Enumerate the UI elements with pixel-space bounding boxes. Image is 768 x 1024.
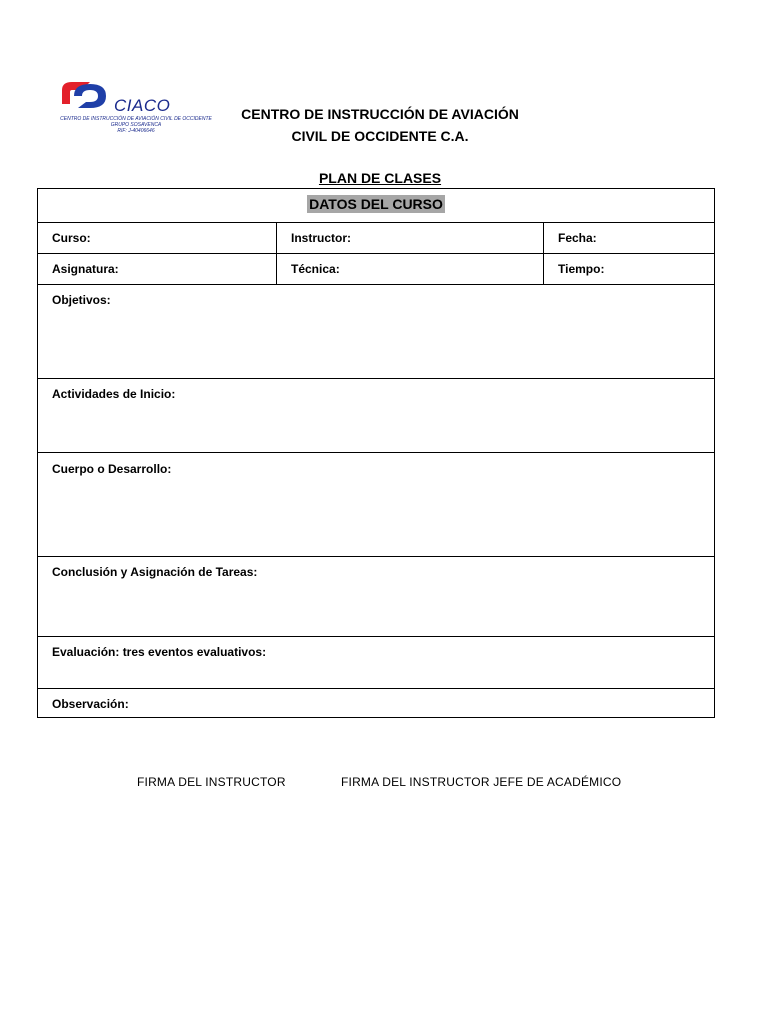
conclusion-label: Conclusión y Asignación de Tareas: — [52, 565, 258, 579]
logo-subtitle-line1: CENTRO DE INSTRUCCIÓN DE AVIACIÓN CIVIL DE OCCIDENTE — [60, 116, 212, 122]
cuerpo-field[interactable] — [38, 453, 714, 557]
instructor-field[interactable] — [276, 223, 544, 253]
evaluacion-label: Evaluación: tres eventos evaluativos: — [52, 645, 267, 659]
form-row-course — [38, 223, 714, 254]
logo-subtitle-line2: GRUPO SOSAVENCA — [110, 122, 162, 128]
fecha-label: Fecha: — [558, 231, 597, 245]
fecha-field[interactable] — [543, 223, 714, 253]
org-name-line2: CIVIL DE OCCIDENTE C.A. — [291, 128, 469, 144]
instructor-label: Instructor: — [291, 231, 351, 245]
section-title: DATOS DEL CURSO — [309, 196, 443, 212]
signature-instructor: FIRMA DEL INSTRUCTOR — [137, 775, 286, 789]
tecnica-label: Técnica: — [291, 262, 340, 276]
evaluacion-field[interactable] — [38, 637, 714, 689]
conclusion-field[interactable] — [38, 557, 714, 637]
actividades-label: Actividades de Inicio: — [52, 387, 176, 401]
org-name-line1: CENTRO DE INSTRUCCIÓN DE AVIACIÓN — [241, 106, 519, 122]
section-title-row — [38, 189, 714, 223]
tecnica-field[interactable] — [276, 254, 544, 284]
ciaco-logo-mark-icon — [60, 78, 112, 114]
lesson-plan-form — [37, 188, 715, 718]
form-row-subject — [38, 254, 714, 285]
observacion-field[interactable] — [38, 689, 714, 717]
objetivos-field[interactable] — [38, 285, 714, 379]
objetivos-label: Objetivos: — [52, 293, 111, 307]
curso-label: Curso: — [52, 231, 91, 245]
actividades-field[interactable] — [38, 379, 714, 453]
cuerpo-label: Cuerpo o Desarrollo: — [52, 462, 172, 476]
curso-field[interactable] — [38, 223, 276, 253]
tiempo-label: Tiempo: — [558, 262, 605, 276]
asignatura-field[interactable] — [38, 254, 276, 284]
logo-name: CIACO — [114, 96, 171, 115]
logo-subtitle-line3: RIF: J-40406646 — [117, 128, 155, 134]
tiempo-field[interactable] — [543, 254, 714, 284]
observacion-label: Observación: — [52, 697, 129, 711]
signature-jefe-academico: FIRMA DEL INSTRUCTOR JEFE DE ACADÉMICO — [341, 775, 622, 789]
asignatura-label: Asignatura: — [52, 262, 119, 276]
plan-title: PLAN DE CLASES — [318, 170, 442, 186]
